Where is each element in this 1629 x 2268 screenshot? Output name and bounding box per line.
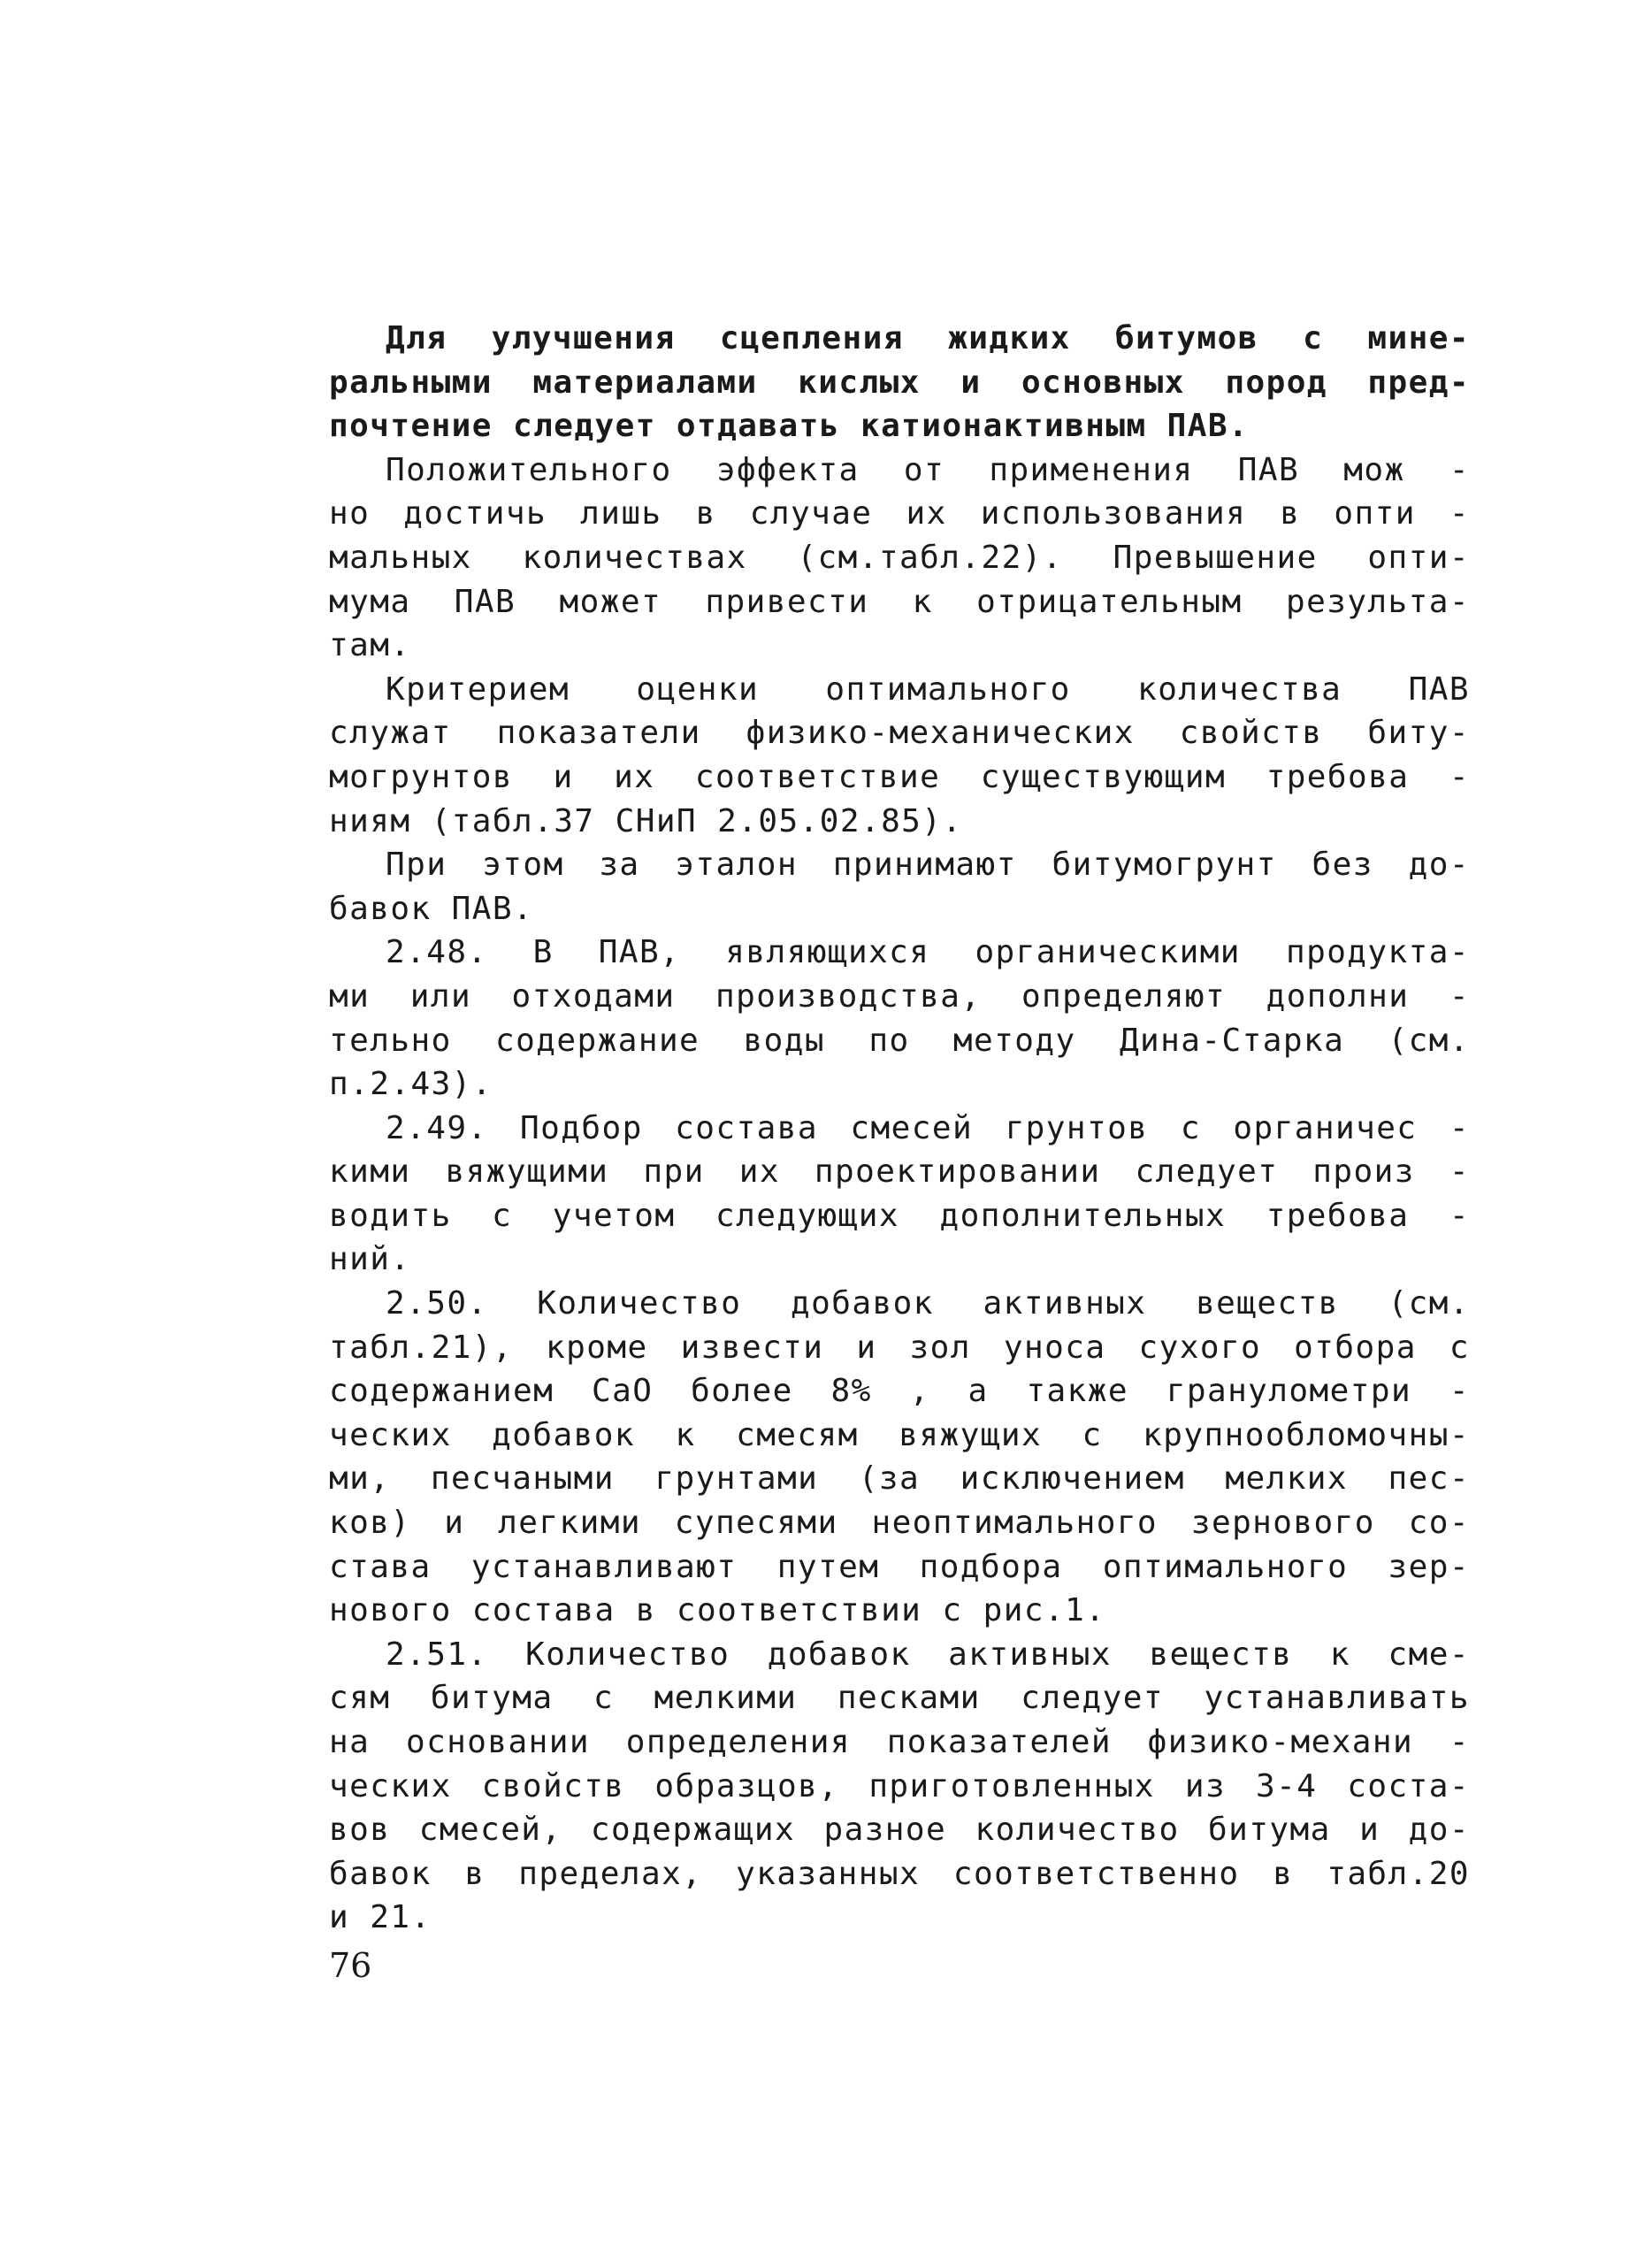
text-line: кими вяжущими при их проектировании следует произ - bbox=[329, 1153, 1470, 1191]
paragraph bbox=[329, 448, 1470, 668]
text-line: на основании определения показателей физико-механи - bbox=[329, 1724, 1470, 1760]
text-line: 2.49. Подбор состава смесей грунтов с органичес - bbox=[386, 1109, 1470, 1146]
text-line: 2.50. Количество добавок активных веществ (см. bbox=[386, 1285, 1470, 1322]
text-line: вов смесей, содержащих разное количество битума и до- bbox=[329, 1812, 1470, 1849]
text-line: ниям (табл.37 СНиП 2.05.02.85). bbox=[329, 802, 963, 839]
text-line: ческих свойств образцов, приготовленных из 3-4 соста- bbox=[329, 1767, 1470, 1804]
text-line: ков) и легкими супесями неоптимального зернового со- bbox=[329, 1505, 1470, 1542]
text-line: ческих добавок к смесям вяжущих с крупнообломочны- bbox=[329, 1416, 1470, 1453]
text-line: но достичь лишь в случае их использования в опти - bbox=[329, 495, 1470, 533]
paragraph bbox=[329, 931, 1470, 1106]
text-line: там. bbox=[329, 627, 411, 664]
text-line: тельно содержание воды по методу Дина-Старка (см. bbox=[329, 1022, 1470, 1059]
text-line: ний. bbox=[329, 1241, 411, 1278]
text-line: Для улучшения сцепления жидких битумов с мине- bbox=[386, 320, 1470, 356]
text-line: ми или отходами производства, определяют дополни - bbox=[329, 977, 1470, 1015]
text-line: 2.48. В ПАВ, являющихся органическими продукта- bbox=[386, 934, 1470, 971]
text-line: содержанием CaO более 8% , а также гранулометри - bbox=[329, 1373, 1470, 1410]
text-line: п.2.43). bbox=[329, 1066, 493, 1103]
text-line: мальных количествах (см.табл.22). Превышение опти- bbox=[329, 539, 1470, 576]
paragraph bbox=[329, 1633, 1470, 1940]
text-line: сям битума с мелкими песками следует устанавливать bbox=[329, 1680, 1470, 1717]
text-line: ральными материалами кислых и основных пород пред- bbox=[329, 364, 1470, 401]
paragraph bbox=[329, 317, 1470, 448]
text-line: Критерием оценки оптимального количества ПАВ bbox=[386, 670, 1470, 708]
text-line: могрунтов и их соответствие существующим требова - bbox=[329, 758, 1470, 795]
text-line: При этом за эталон принимают битумогрунт без до- bbox=[386, 847, 1470, 884]
paragraph bbox=[329, 668, 1470, 843]
text-line: и 21. bbox=[329, 1899, 432, 1936]
text-line: 2.51. Количество добавок активных веществ к сме- bbox=[386, 1636, 1470, 1673]
text-line: почтение следует отдавать катионактивным ПАВ. bbox=[329, 408, 1250, 445]
text-line: табл.21), кроме извести и зол уноса сухого отбора с bbox=[329, 1329, 1470, 1366]
paragraph bbox=[329, 1282, 1470, 1633]
paragraph bbox=[329, 843, 1470, 931]
text-line: бавок ПАВ. bbox=[329, 890, 534, 927]
page-number: 76 bbox=[329, 1946, 372, 1985]
text-line: служат показатели физико-механических свойств биту- bbox=[329, 715, 1470, 752]
text-line: ми, песчаными грунтами (за исключением мелких пес- bbox=[329, 1460, 1470, 1498]
body-text bbox=[329, 317, 1470, 1940]
text-line: нового состава в соответствии с рис.1. bbox=[329, 1592, 1106, 1629]
text-line: мума ПАВ может привести к отрицательным результа- bbox=[329, 583, 1470, 620]
text-line: става устанавливают путем подбора оптимального зер- bbox=[329, 1548, 1470, 1585]
text-line: водить с учетом следующих дополнительных требова - bbox=[329, 1197, 1470, 1234]
text-line: бавок в пределах, указанных соответственно в табл.20 bbox=[329, 1855, 1470, 1892]
paragraph bbox=[329, 1107, 1470, 1282]
text-line: Положительного эффекта от применения ПАВ мож - bbox=[386, 451, 1470, 488]
